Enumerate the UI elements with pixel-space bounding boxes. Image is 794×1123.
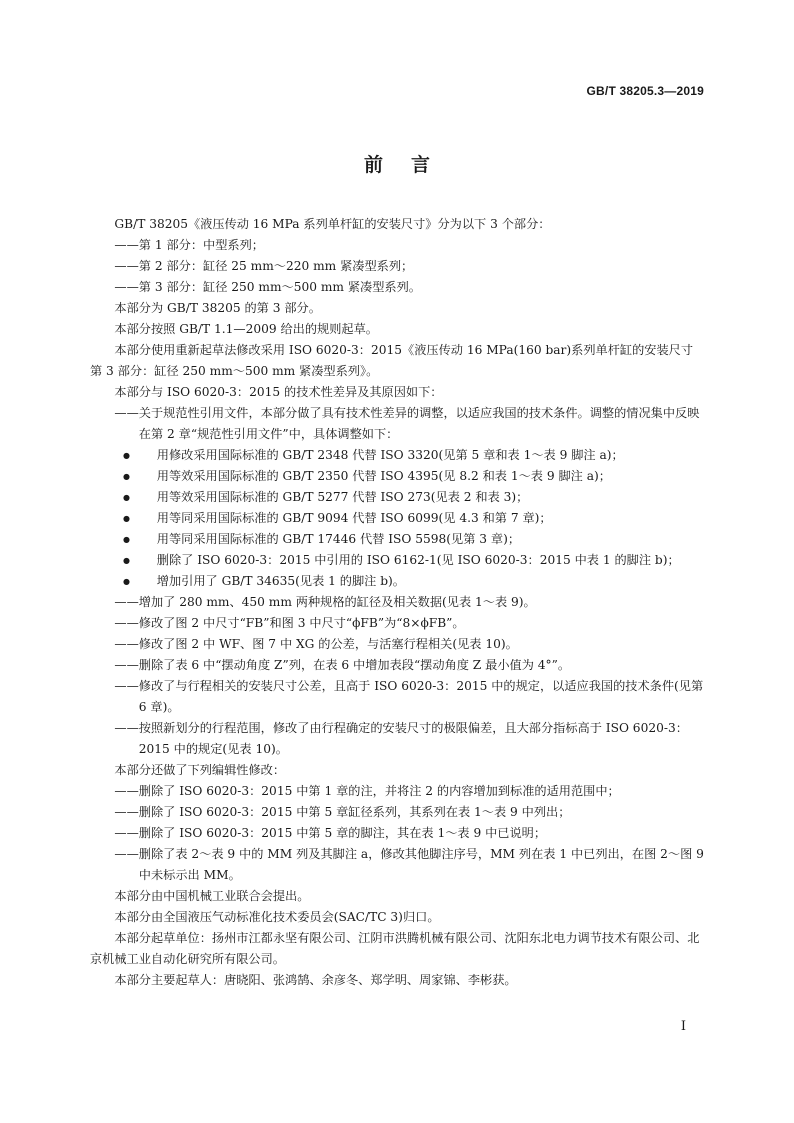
paragraph: 本部分还做了下列编辑性修改： [114,763,286,777]
bullet-item: ● 删除了 ISO 6020-3：2015 中引用的 ISO 6162-1(见 ISO 6020-3：2015 中表 1 的脚注 b)； [90,550,706,571]
list-item: ——第 1 部分：中型系列； [114,238,264,252]
paragraph: 本部分起草单位：扬州市江都永坚有限公司、江阴市洪腾机械有限公司、沈阳东北电力调节技术有限公司、北京机械工业自动化研究所有限公司。 [90,931,700,966]
paragraph: 本部分按照 GB/T 1.1—2009 给出的规则起草。 [114,322,378,336]
list-item: ——删除了 ISO 6020-3：2015 中第 1 章的注，并将注 2 的内容增加到标准的适用范围中； [114,784,620,798]
list-item: ——修改了与行程相关的安装尺寸公差，且高于 ISO 6020-3：2015 中的规定，以适应我国的技术条件(见第 6 章)。 [114,679,704,714]
bullet-item: ● 用等同采用国际标准的 GB/T 17446 代替 ISO 5598(见第 3 章)； [90,529,706,550]
bullet-item: ● 用修改采用国际标准的 GB/T 2348 代替 ISO 3320(见第 5 章和表 1～表 9 脚注 a)； [90,445,706,466]
bullet-item: ● 用等效采用国际标准的 GB/T 5277 代替 ISO 273(见表 2 和表 3)； [90,487,706,508]
list-item: ——删除了表 6 中“摆动角度 Z”列，在表 6 中增加表段“摆动角度 Z 最小值为 4°”。 [114,658,571,672]
foreword-body [90,214,706,991]
paragraph: GB/T 38205《液压传动 16 MPa 系列单杆缸的安装尺寸》分为以下 3 个部分： [114,217,551,231]
bullet-item: ● 用等效采用国际标准的 GB/T 2350 代替 ISO 4395(见 8.2 和表 1～表 9 脚注 a)； [90,466,706,487]
list-item: ——按照新划分的行程范围，修改了由行程确定的安装尺寸的极限偏差，且大部分指标高于 ISO 6020-3：2015 中的规定(见表 10)。 [114,721,688,756]
paragraph: 本部分主要起草人：唐晓阳、张鸿鹄、余彦冬、郑学明、周家锦、李彬获。 [114,973,517,987]
bullet-item: ● 用等同采用国际标准的 GB/T 9094 代替 ISO 6099(见 4.3 和第 7 章)； [90,508,706,529]
list-item: ——修改了图 2 中尺寸“FB”和图 3 中尺寸“ϕFB”为“8×ϕFB”。 [114,616,465,630]
paragraph: 本部分由中国机械工业联合会提出。 [114,889,310,903]
paragraph: 本部分使用重新起草法修改采用 ISO 6020-3：2015《液压传动 16 MPa(160 bar)系列单杆缸的安装尺寸 第 3 部分：缸径 250 mm～500 mm 紧凑型系列》。 [90,343,694,378]
paragraph: 本部分为 GB/T 38205 的第 3 部分。 [114,301,321,315]
list-item: ——第 2 部分：缸径 25 mm～220 mm 紧凑型系列； [114,259,414,273]
list-item: ——关于规范性引用文件，本部分做了具有技术性差异的调整，以适应我国的技术条件。调整的情况集中反映在第 2 章“规范性引用文件”中，具体调整如下： [114,406,700,441]
list-item: ——修改了图 2 中 WF、图 7 中 XG 的公差，与活塞行程相关(见表 10)。 [114,637,518,651]
list-item: ——第 3 部分：缸径 250 mm～500 mm 紧凑型系列。 [114,280,421,294]
list-item: ——删除了 ISO 6020-3：2015 中第 5 章缸径系列，其系列在表 1～表 9 中列出； [114,805,571,819]
bullet-item: ● 增加引用了 GB/T 34635(见表 1 的脚注 b)。 [90,571,706,592]
list-item: ——删除了 ISO 6020-3：2015 中第 5 章的脚注，其在表 1～表 9 中已说明； [114,826,547,840]
list-item: ——增加了 280 mm、450 mm 两种规格的缸径及相关数据(见表 1～表 9)。 [114,595,536,609]
page-number: I [680,1019,686,1034]
standard-number: GB/T 38205.3—2019 [586,84,704,98]
list-item: ——删除了表 2～表 9 中的 MM 列及其脚注 a，修改其他脚注序号，MM 列在表 1 中已列出，在图 2～图 9 中未标示出 MM。 [114,847,704,882]
page-title: 前言 [363,154,458,176]
paragraph: 本部分与 ISO 6020-3：2015 的技术性差异及其原因如下： [114,385,443,399]
paragraph: 本部分由全国液压气动标准化技术委员会(SAC/TC 3)归口。 [114,910,440,924]
